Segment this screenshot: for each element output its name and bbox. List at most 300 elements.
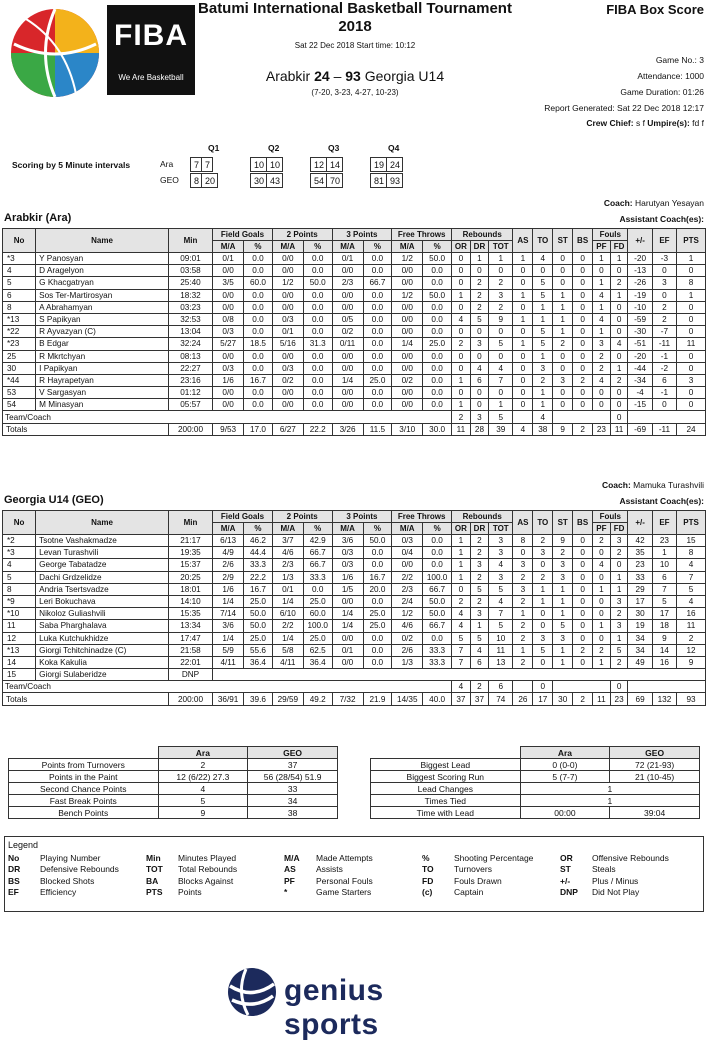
legend-box [4, 836, 704, 912]
stat-cell: 0.0 [423, 535, 452, 547]
stat-cell: 11 [677, 620, 706, 632]
stat-cell: 2 [593, 644, 611, 656]
totals-cell: 21.9 [363, 693, 392, 705]
legend-desc: Offensive Rebounds [592, 852, 669, 863]
totals-row [3, 693, 706, 705]
stat-cell: 0.0 [423, 265, 452, 277]
player-row [3, 265, 706, 277]
legend-abbr: M/A [284, 852, 300, 863]
stat-cell: 3 [533, 632, 553, 644]
stat-cell: 7 [677, 571, 706, 583]
stat-cell: 50.0 [244, 620, 273, 632]
stat-cell: 42 [628, 535, 652, 547]
stat-cell: 2 [470, 571, 488, 583]
summary-value: 38 [248, 807, 338, 819]
interval-score: 93 [387, 174, 403, 188]
stat-cell: 1/4 [272, 632, 303, 644]
stat-cell: 0 [677, 301, 706, 313]
stat-cell: 0 [677, 362, 706, 374]
summary-row [371, 759, 700, 771]
stat-cell: 0.0 [303, 301, 332, 313]
sub-header: % [423, 523, 452, 535]
stat-cell: 0/0 [332, 362, 363, 374]
col-turnovers: TO [533, 511, 553, 535]
summary-value: 39:04 [610, 807, 700, 819]
stat-cell: 09:01 [168, 253, 212, 265]
stat-cell: 1/4 [392, 338, 423, 350]
stat-cell: 0/1 [332, 253, 363, 265]
stat-cell: 0/1 [272, 583, 303, 595]
interval-score: 81 [371, 174, 387, 188]
stat-cell: 0/0 [272, 399, 303, 411]
stat-cell: -30 [628, 326, 652, 338]
stat-cell: 0/2 [332, 326, 363, 338]
quarter-label: Q4 [388, 143, 400, 153]
stat-cell: 4 [593, 313, 611, 325]
stat-cell: 0.0 [423, 374, 452, 386]
player-row [3, 338, 706, 350]
legend-abbr: AS [284, 864, 296, 875]
stat-cell: 1/2 [392, 289, 423, 301]
stat-cell: 50.0 [303, 277, 332, 289]
stat-cell: 0/1 [213, 253, 244, 265]
stat-cell: 0 [573, 399, 593, 411]
stat-cell: 18.5 [244, 338, 273, 350]
stat-cell: 0/0 [213, 265, 244, 277]
report-generated: Report Generated: Sat 22 Dec 2018 12:17 [544, 103, 704, 113]
stat-cell: 5 [533, 644, 553, 656]
stat-cell: 0.0 [244, 399, 273, 411]
legend-abbr: +/- [560, 875, 571, 886]
stat-cell: -20 [628, 350, 652, 362]
stat-cell: 0 [573, 313, 593, 325]
stat-cell: 33.3 [244, 559, 273, 571]
stat-cell: 0 [470, 387, 488, 399]
stat-cell: 0 [677, 399, 706, 411]
stat-cell: 1 [533, 399, 553, 411]
stat-cell: 1 [470, 620, 488, 632]
sub-header: OR [452, 241, 471, 253]
player-name: B Edgar [36, 338, 169, 350]
legend-abbr: ST [560, 864, 571, 875]
player-number: 54 [3, 399, 36, 411]
player-number: 12 [3, 632, 36, 644]
stat-cell: 4/6 [392, 620, 423, 632]
stat-cell: -26 [628, 277, 652, 289]
stat-cell: 1 [533, 301, 553, 313]
stat-cell: 0/0 [272, 350, 303, 362]
stat-cell: 2/4 [392, 595, 423, 607]
stat-cell: 3 [652, 277, 676, 289]
stat-cell: 2 [553, 547, 573, 559]
stat-cell: 60.0 [244, 277, 273, 289]
stat-cell: 0/0 [213, 350, 244, 362]
stat-cell: 50.0 [363, 535, 392, 547]
stat-cell: 7 [489, 374, 513, 386]
stat-cell: 18:01 [168, 583, 212, 595]
stat-cell: 2 [470, 535, 488, 547]
genius-brand: genius sports [284, 974, 384, 1041]
summary-left [8, 746, 338, 819]
stat-cell: 3 [610, 535, 628, 547]
legend-title: Legend [8, 840, 39, 850]
legend-desc: Fouls Drawn [454, 875, 502, 886]
player-row [3, 301, 706, 313]
stat-cell: 1 [553, 289, 573, 301]
stat-cell: 0/0 [332, 656, 363, 668]
stat-cell: 0/4 [392, 547, 423, 559]
stat-cell: 6 [470, 656, 488, 668]
stat-cell: 0 [677, 313, 706, 325]
player-number: 30 [3, 362, 36, 374]
stat-cell: -4 [628, 387, 652, 399]
player-dnp: DNP [168, 669, 212, 681]
stat-cell: 1 [610, 571, 628, 583]
stat-cell: 0.0 [363, 326, 392, 338]
stat-cell: -11 [652, 338, 676, 350]
player-number: *3 [3, 547, 36, 559]
legend-desc: Plus / Minus [592, 875, 639, 886]
stat-cell: 1/4 [332, 620, 363, 632]
stat-cell: 0 [573, 595, 593, 607]
legend-desc: Game Starters [316, 887, 372, 898]
col-assists: AS [513, 229, 533, 253]
interval-score: 12 [311, 158, 327, 172]
stat-cell: 66.7 [303, 547, 332, 559]
sub-header: % [303, 523, 332, 535]
stat-cell: 0/0 [213, 387, 244, 399]
stat-cell: 7/14 [213, 608, 244, 620]
stat-cell: 1 [593, 326, 611, 338]
stat-cell: 5 [470, 313, 488, 325]
player-number: *44 [3, 374, 36, 386]
stat-cell: 1 [533, 387, 553, 399]
stat-cell: 18:32 [168, 289, 212, 301]
stat-cell: 14:10 [168, 595, 212, 607]
stat-cell: 1 [533, 313, 553, 325]
summary-label: Bench Points [9, 807, 159, 819]
team-coach-row [3, 411, 706, 423]
player-name: Andria Tsertsvadze [36, 583, 169, 595]
summary-value: 56 (28/54) 51.9 [248, 771, 338, 783]
col-plus-minus: +/- [628, 511, 652, 535]
player-row [3, 277, 706, 289]
stat-cell: 0/0 [392, 313, 423, 325]
legend-abbr: BA [146, 875, 159, 886]
player-row [3, 656, 706, 668]
stat-cell: 1/5 [332, 583, 363, 595]
stat-cell: 1 [533, 350, 553, 362]
stat-cell: 0.0 [244, 265, 273, 277]
stat-cell: 0 [610, 399, 628, 411]
stat-cell: 0 [553, 399, 573, 411]
stat-cell: 3 [553, 571, 573, 583]
stat-cell: -59 [628, 313, 652, 325]
team-rebound: 4 [452, 681, 471, 693]
stat-cell: 1/4 [213, 595, 244, 607]
stat-cell: 0/0 [213, 289, 244, 301]
stat-cell: 1/6 [332, 571, 363, 583]
stat-cell: 35 [628, 547, 652, 559]
stat-cell: 2 [452, 338, 471, 350]
stat-cell: -44 [628, 362, 652, 374]
stat-cell: 2 [573, 644, 593, 656]
stat-cell: 0/8 [213, 313, 244, 325]
stat-cell: 19:35 [168, 547, 212, 559]
col-points: PTS [677, 511, 706, 535]
player-row [3, 559, 706, 571]
stat-cell: 11 [489, 644, 513, 656]
stat-cell: 17:47 [168, 632, 212, 644]
stat-cell: 1 [593, 620, 611, 632]
stat-cell: 33 [628, 571, 652, 583]
stat-cell: 4 [489, 362, 513, 374]
stat-cell: 25.0 [423, 338, 452, 350]
totals-cell: 3/10 [392, 423, 423, 435]
stat-cell: 1 [533, 583, 553, 595]
stat-cell: 0 [489, 326, 513, 338]
stat-cell: 1 [452, 374, 471, 386]
stat-cell: 0.0 [363, 313, 392, 325]
legend-desc: Blocked Shots [40, 875, 95, 886]
summary-value: 1 [520, 783, 699, 795]
stat-cell: 08:13 [168, 350, 212, 362]
player-name: D Aragelyon [36, 265, 169, 277]
stat-cell: 11 [677, 338, 706, 350]
stat-cell: 0 [652, 265, 676, 277]
col-efficiency: EF [652, 229, 676, 253]
stat-cell: -15 [628, 399, 652, 411]
stat-cell: 0/0 [272, 265, 303, 277]
stat-cell: 1 [513, 253, 533, 265]
col-min: Min [168, 229, 212, 253]
stat-cell: 0 [593, 595, 611, 607]
crew-chief-label: Crew Chief: [586, 118, 634, 128]
stat-cell: 9 [652, 632, 676, 644]
stat-cell: 0 [593, 399, 611, 411]
totals-cell: 11.5 [363, 423, 392, 435]
stat-cell: 1 [610, 632, 628, 644]
fiba-logo-text: FIBA [114, 19, 188, 52]
totals-cell: 3/26 [332, 423, 363, 435]
stat-cell: 5/16 [272, 338, 303, 350]
stat-cell: 3 [470, 608, 488, 620]
stat-cell: 0.0 [363, 559, 392, 571]
stat-cell: 1 [513, 313, 533, 325]
empty-cell [628, 681, 706, 693]
sub-header: OR [452, 523, 471, 535]
stat-cell: 0 [593, 265, 611, 277]
stat-cell: 0 [573, 656, 593, 668]
totals-cell: 24 [677, 423, 706, 435]
stat-cell: 2 [593, 535, 611, 547]
stat-cell: 3 [533, 547, 553, 559]
scoring-team-label: GEO [160, 175, 179, 185]
player-number: *13 [3, 313, 36, 325]
period-scores: (7-20, 3-23, 4-27, 10-23) [311, 88, 399, 97]
team1-assistant-coach: Assistant Coach(es): [619, 214, 704, 224]
stat-cell: 0.0 [244, 253, 273, 265]
stat-cell: 3 [533, 362, 553, 374]
stat-cell: 3 [470, 559, 488, 571]
team-rebound: 2 [452, 411, 471, 423]
stat-cell: 0 [573, 277, 593, 289]
totals-cell: 200:00 [168, 693, 212, 705]
player-name: Y Panosyan [36, 253, 169, 265]
stat-cell: 0/0 [392, 362, 423, 374]
home-team-name: Arabkir [265, 68, 311, 84]
start-time: Sat 22 Dec 2018 Start time: 10:12 [294, 41, 416, 50]
stat-cell: 5 [553, 620, 573, 632]
stat-cell: 14 [652, 644, 676, 656]
stat-cell: 10 [489, 632, 513, 644]
stat-cell: 5 [610, 644, 628, 656]
stat-cell: 2/2 [272, 620, 303, 632]
stat-cell: 4 [452, 313, 471, 325]
stat-cell: 1 [553, 595, 573, 607]
stat-cell: 0 [593, 632, 611, 644]
stat-cell: 6 [652, 571, 676, 583]
player-name: Levan Turashvili [36, 547, 169, 559]
empty-cell [513, 411, 533, 423]
team2-assistant-coach: Assistant Coach(es): [619, 496, 704, 506]
stat-cell: 23 [628, 559, 652, 571]
col-blocks: BS [573, 229, 593, 253]
summary-value: 00:00 [520, 807, 610, 819]
totals-cell: 29/59 [272, 693, 303, 705]
summary-label: Biggest Scoring Run [371, 771, 521, 783]
stat-cell: 0 [470, 265, 488, 277]
interval-score: 70 [327, 174, 343, 188]
stat-cell: 1/4 [272, 595, 303, 607]
stat-cell: 5 [533, 289, 553, 301]
stat-cell: 4/9 [213, 547, 244, 559]
sub-header: M/A [332, 241, 363, 253]
stat-cell: 0 [652, 289, 676, 301]
legend-desc: Blocks Against [178, 875, 234, 886]
player-number: 11 [3, 620, 36, 632]
sub-header: % [423, 241, 452, 253]
stat-cell: 0/3 [272, 313, 303, 325]
stat-cell: 0 [610, 350, 628, 362]
stat-cell: 0/0 [213, 399, 244, 411]
team-rebound: 5 [489, 411, 513, 423]
player-name: Nikoloz Guliashvili [36, 608, 169, 620]
stat-cell: 0.0 [363, 632, 392, 644]
summary-label: Second Chance Points [9, 783, 159, 795]
stat-cell: 0.0 [423, 326, 452, 338]
stat-cell: 1/2 [392, 608, 423, 620]
stat-cell: 1 [452, 559, 471, 571]
stat-cell: 03:23 [168, 301, 212, 313]
player-name: I Papikyan [36, 362, 169, 374]
stat-cell: 0/0 [332, 632, 363, 644]
col-field-goals: Field Goals [213, 511, 273, 523]
stat-cell: 2 [513, 571, 533, 583]
stat-cell: 13 [489, 656, 513, 668]
player-number: 4 [3, 559, 36, 571]
team-rebound: 2 [470, 681, 488, 693]
stat-cell: 0 [677, 350, 706, 362]
stat-cell: 4 [677, 595, 706, 607]
stat-cell: 0 [573, 547, 593, 559]
sub-header: % [303, 241, 332, 253]
stat-cell: 2 [677, 632, 706, 644]
scoring-team-label: Ara [160, 159, 174, 169]
stat-cell: 0 [489, 350, 513, 362]
sub-header: M/A [213, 241, 244, 253]
player-number: *13 [3, 644, 36, 656]
stat-cell: 0 [573, 326, 593, 338]
stat-cell: 0 [533, 608, 553, 620]
totals-cell: 200:00 [168, 423, 212, 435]
stat-cell: 0/1 [332, 644, 363, 656]
summary-value: 12 (6/22) 27.3 [158, 771, 248, 783]
away-score: 93 [345, 68, 361, 84]
player-number: *23 [3, 338, 36, 350]
totals-cell: 9 [553, 423, 573, 435]
stat-cell: 01:12 [168, 387, 212, 399]
stat-cell: 0 [452, 277, 471, 289]
stat-cell: 5/27 [213, 338, 244, 350]
summary-team-header: GEO [610, 747, 700, 759]
stat-cell: 50.0 [244, 608, 273, 620]
stat-cell: 0.0 [244, 289, 273, 301]
stat-cell: 60.0 [303, 608, 332, 620]
stat-cell: 66.7 [423, 620, 452, 632]
stat-cell: 1 [593, 583, 611, 595]
player-name: Leri Bokuchava [36, 595, 169, 607]
stat-cell: 2 [533, 374, 553, 386]
stat-cell: 0 [513, 399, 533, 411]
col-fouls: Fouls [593, 229, 628, 241]
empty-cell [513, 681, 533, 693]
summary-label: Lead Changes [371, 783, 521, 795]
summary-row [371, 795, 700, 807]
stat-cell: 0 [452, 387, 471, 399]
stat-cell: 25.0 [303, 632, 332, 644]
team1-coach: Coach: Harutyan Yesayan [603, 198, 704, 208]
summary-row [371, 783, 700, 795]
legend-abbr: TO [422, 864, 434, 875]
stat-cell: 0.0 [244, 362, 273, 374]
legend-abbr: % [422, 852, 430, 863]
stat-cell: 33.3 [423, 644, 452, 656]
legend-desc: Captain [454, 887, 484, 898]
stat-cell: 0 [610, 387, 628, 399]
stat-cell: 1 [452, 399, 471, 411]
stat-cell: 1 [489, 399, 513, 411]
stat-cell: 0.0 [303, 362, 332, 374]
totals-cell: 17.0 [244, 423, 273, 435]
sub-header: % [244, 241, 273, 253]
col-blocks: BS [573, 511, 593, 535]
stat-cell: -2 [652, 362, 676, 374]
stat-cell: 15:37 [168, 559, 212, 571]
summary-value: 5 (7-7) [520, 771, 610, 783]
stat-cell: 0/0 [272, 387, 303, 399]
stat-cell: 1 [553, 583, 573, 595]
stat-cell: 4/11 [213, 656, 244, 668]
stat-cell: 55.6 [244, 644, 273, 656]
player-row [3, 595, 706, 607]
player-number: *9 [3, 595, 36, 607]
stat-cell: 4/6 [272, 547, 303, 559]
totals-cell: 4 [513, 423, 533, 435]
stat-cell: -51 [628, 338, 652, 350]
team-turnovers: 0 [533, 681, 553, 693]
stat-cell: 03:58 [168, 265, 212, 277]
